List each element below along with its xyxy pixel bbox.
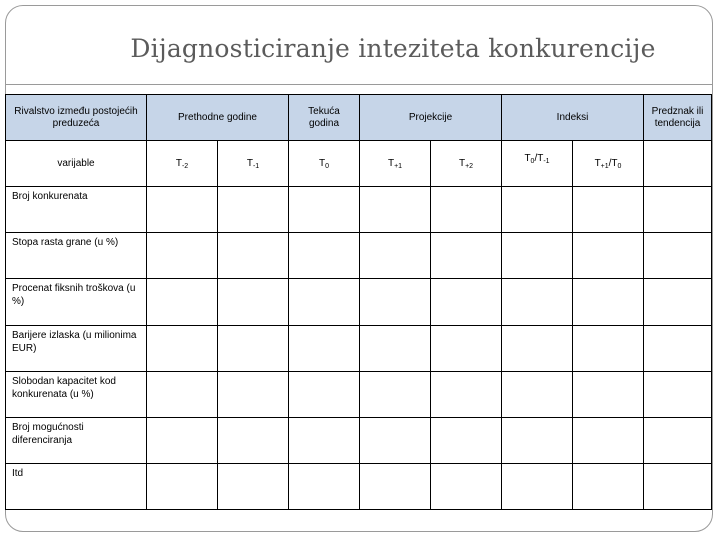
row-label-etc: Itd — [6, 463, 147, 509]
competition-intensity-table — [5, 94, 712, 510]
table-cell — [644, 279, 712, 325]
table-cell — [218, 325, 289, 371]
table-cell — [573, 325, 644, 371]
table-cell — [218, 187, 289, 233]
row-label-differentiation: Broj mogućnosti diferenciranja — [6, 417, 147, 463]
table-cell — [147, 233, 218, 279]
table-cell — [573, 279, 644, 325]
table-cell — [147, 279, 218, 325]
table-cell — [502, 371, 573, 417]
table-cell — [360, 371, 431, 417]
table-cell — [644, 325, 712, 371]
row-label-competitors: Broj konkurenata — [6, 187, 147, 233]
table-cell — [573, 463, 644, 509]
table-cell — [573, 187, 644, 233]
table-cell — [147, 325, 218, 371]
slide-title: Dijagnosticiranje inteziteta konkurencije — [130, 34, 656, 63]
table-cell — [502, 417, 573, 463]
header-indexes: Indeksi — [502, 95, 644, 141]
subheader-t-0: $T_0$ — [289, 141, 360, 187]
row-label-fixed-costs: Procenat fiksnih troškova (u %) — [6, 279, 147, 325]
table-cell — [573, 417, 644, 463]
table-cell — [218, 233, 289, 279]
table-cell — [573, 371, 644, 417]
table-cell — [502, 279, 573, 325]
row-label-exit-barriers: Barijere izlaska (u milionima EUR) — [6, 325, 147, 371]
table-cell — [147, 417, 218, 463]
table-cell — [502, 463, 573, 509]
table-cell — [644, 187, 712, 233]
table-cell — [147, 187, 218, 233]
table-cell — [431, 325, 502, 371]
table-cell — [360, 417, 431, 463]
table-cell — [360, 233, 431, 279]
header-projections: Projekcije — [360, 95, 502, 141]
header-current-year: Tekuća godina — [289, 95, 360, 141]
table-cell — [644, 417, 712, 463]
table-cell — [360, 187, 431, 233]
table-cell — [289, 233, 360, 279]
header-sign-tendency: Predznak ili tendencija — [644, 95, 712, 141]
table-cell — [502, 187, 573, 233]
table-cell — [289, 417, 360, 463]
row-label-growth-rate: Stopa rasta grane (u %) — [6, 233, 147, 279]
title-divider — [5, 84, 713, 85]
table-cell — [360, 279, 431, 325]
subheader-empty — [644, 141, 712, 187]
row-label-free-capacity: Slobodan kapacitet kod konkurenata (u %) — [6, 371, 147, 417]
table-cell — [431, 187, 502, 233]
subheader-t-plus-2: $T_{+2}$ — [431, 141, 502, 187]
table-cell — [218, 279, 289, 325]
table-cell — [147, 371, 218, 417]
table-cell — [431, 233, 502, 279]
table-cell — [644, 463, 712, 509]
subheader-index-t0-t-minus-1: $T_0/T_{-1}$ — [502, 141, 573, 187]
table-cell — [644, 371, 712, 417]
table-cell — [147, 463, 218, 509]
table-cell — [289, 187, 360, 233]
table-cell — [573, 233, 644, 279]
table-cell — [431, 279, 502, 325]
subheader-t-plus-1: $T_{+1}$ — [360, 141, 431, 187]
subheader-index-t-plus-1-t0: $T_{+1}/T_0$ — [573, 141, 644, 187]
table-cell — [289, 463, 360, 509]
table-cell — [218, 463, 289, 509]
table-cell — [360, 325, 431, 371]
table-cell — [218, 371, 289, 417]
subheader-variables: varijable — [6, 141, 147, 187]
table-cell — [431, 417, 502, 463]
table-cell — [289, 279, 360, 325]
subheader-t-minus-2: $T_{-2}$ — [147, 141, 218, 187]
table-cell — [502, 325, 573, 371]
table-cell — [289, 325, 360, 371]
table-cell — [502, 233, 573, 279]
table-cell — [431, 463, 502, 509]
table-cell — [289, 371, 360, 417]
table-cell — [218, 417, 289, 463]
table-cell — [431, 371, 502, 417]
header-previous-years: Prethodne godine — [147, 95, 289, 141]
table-cell — [644, 233, 712, 279]
header-rivalry: Rivalstvo između postojećih preduzeća — [6, 95, 147, 141]
table-cell — [360, 463, 431, 509]
subheader-t-minus-1: $T_{-1}$ — [218, 141, 289, 187]
